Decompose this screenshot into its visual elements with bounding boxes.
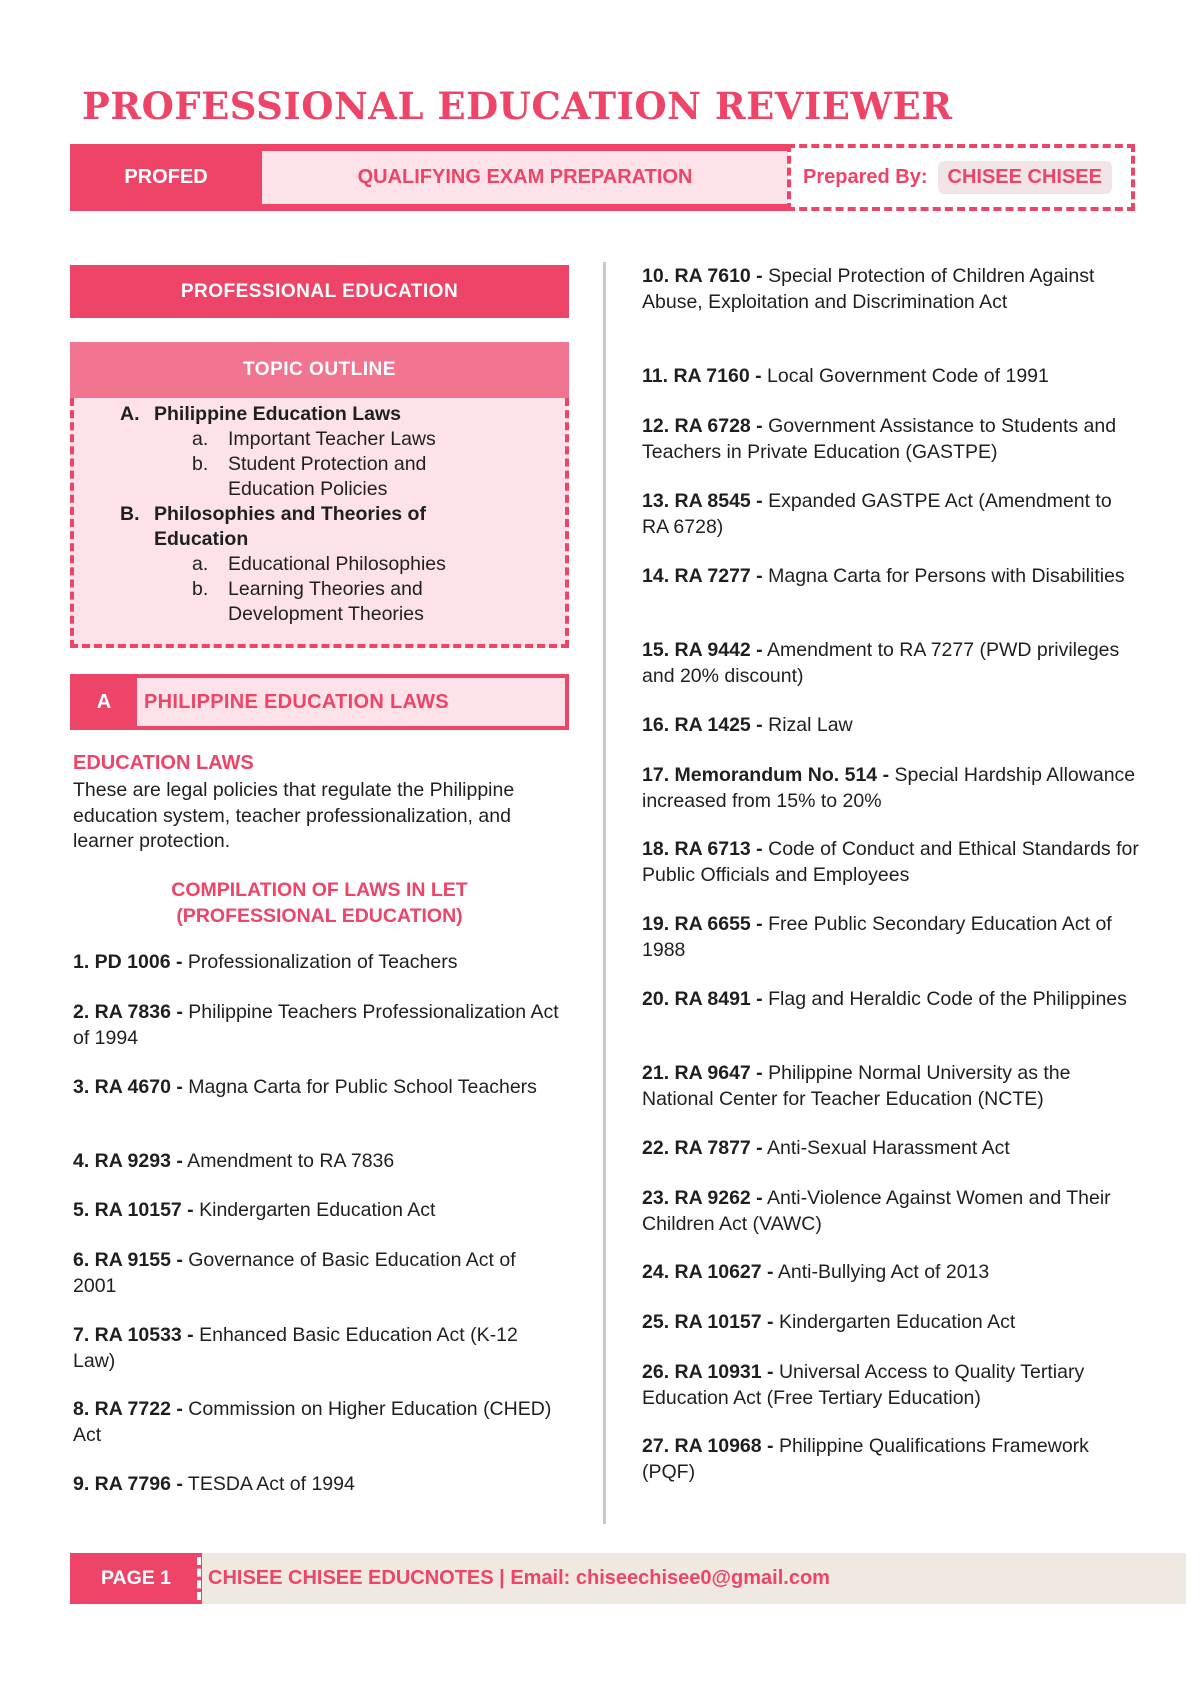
outline-topic-b: Philosophies and Theories of [154, 503, 426, 525]
topic-outline-heading: TOPIC OUTLINE [70, 342, 569, 398]
law-number: 8. RA 7722 - [73, 1398, 183, 1420]
law-number: 3. RA 4670 - [73, 1076, 183, 1098]
law-number: 14. RA 7277 - [642, 565, 763, 587]
law-description: Code of Conduct and Ethical Standards for Public Officials and Employees [642, 838, 1139, 886]
section-a-letter: A [96, 690, 112, 713]
law-item [642, 489, 1142, 540]
law-number: 6. RA 9155 - [73, 1249, 183, 1271]
law-item [642, 1310, 1142, 1336]
law-description: Professionalization of Teachers [182, 951, 458, 973]
law-number: 15. RA 9442 - [642, 639, 763, 661]
law-item [73, 1075, 563, 1101]
page-title: PROFESSIONAL EDUCATION REVIEWER [82, 84, 953, 128]
law-item [642, 987, 1142, 1013]
outline-marker: B. [120, 503, 140, 525]
footer-credit: CHISEE CHISEE EDUCNOTES | Email: chiseechisee0@gmail.com [208, 1567, 830, 1589]
law-description: Universal Access to Quality Tertiary Education Act (Free Tertiary Education) [642, 1361, 1085, 1409]
topic-outline-box [70, 398, 569, 648]
law-item [642, 1186, 1142, 1237]
section-a-title: PHILIPPINE EDUCATION LAWS [137, 678, 565, 726]
law-item [642, 912, 1142, 963]
law-description: Magna Carta for Public School Teachers [182, 1076, 537, 1098]
law-number: 5. RA 10157 - [73, 1199, 194, 1221]
law-description: Anti-Sexual Harassment Act [762, 1137, 1010, 1159]
law-number: 4. RA 9293 - [73, 1150, 183, 1172]
education-laws-heading: EDUCATION LAWS [73, 752, 254, 774]
law-description: Special Protection of Children Against Abuse, Exploitation and Discrimination Act [642, 265, 1095, 313]
law-item [73, 1248, 563, 1299]
law-item [73, 1323, 563, 1374]
law-item [642, 1260, 1142, 1286]
law-description: Local Government Code of 1991 [761, 365, 1049, 387]
law-number: 23. RA 9262 - [642, 1187, 763, 1209]
outline-subitem: Development Theories [228, 603, 424, 625]
law-description: Amendment to RA 7836 [182, 1150, 395, 1172]
law-item [73, 1000, 563, 1051]
law-item [642, 638, 1142, 689]
law-number: 16. RA 1425 - [642, 714, 763, 736]
law-number: 1. PD 1006 - [73, 951, 183, 973]
law-number: 7. RA 10533 - [73, 1324, 194, 1346]
outline-topic-a: Philippine Education Laws [154, 403, 402, 425]
law-description: Magna Carta for Persons with Disabilities [762, 565, 1125, 587]
law-description: Governance of Basic Education Act of 2001 [73, 1249, 516, 1297]
outline-marker: b. [192, 453, 209, 475]
law-number: 21. RA 9647 - [642, 1062, 763, 1084]
law-number: 11. RA 7160 - [642, 365, 762, 387]
law-item [642, 713, 1142, 739]
law-item [73, 1397, 563, 1448]
law-description: Anti-Violence Against Women and Their Children Act (VAWC) [642, 1187, 1111, 1235]
law-description: Commission on Higher Education (CHED) Act [73, 1398, 552, 1446]
law-number: 13. RA 8545 - [642, 490, 763, 512]
outline-marker: A. [120, 403, 140, 425]
law-item [642, 564, 1142, 590]
outline-topic-b: Education [154, 528, 249, 550]
law-item [642, 364, 1142, 390]
education-laws-description: These are legal policies that regulate the Philippine education system, teacher professionalization, and learner protection. [73, 779, 515, 852]
author-name-badge: CHISEE CHISEE [938, 161, 1112, 194]
law-item [642, 837, 1142, 888]
law-description: Amendment to RA 7277 (PWD privileges and 20% discount) [642, 639, 1120, 687]
law-description: Kindergarten Education Act [193, 1199, 436, 1221]
header-exam-label: QUALIFYING EXAM PREPARATION [262, 151, 788, 204]
law-number: 2. RA 7836 - [73, 1001, 183, 1023]
outline-marker: a. [192, 428, 209, 450]
law-description: Philippine Normal University as the National Center for Teacher Education (NCTE) [642, 1062, 1071, 1110]
law-description: Philippine Teachers Professionalization Act of 1994 [73, 1001, 559, 1049]
prepared-by-label: Prepared By: [803, 166, 928, 188]
law-number: 18. RA 6713 - [642, 838, 763, 860]
compilation-title [70, 878, 569, 929]
law-number: 22. RA 7877 - [642, 1137, 763, 1159]
law-item [73, 1472, 563, 1498]
law-description: Flag and Heraldic Code of the Philippines [762, 988, 1127, 1010]
law-number: 10. RA 7610 - [642, 265, 763, 287]
compilation-title-line: COMPILATION OF LAWS IN LET [171, 879, 468, 901]
law-description: Free Public Secondary Education Act of 1988 [642, 913, 1112, 961]
law-description: Special Hardship Allowance increased from 15% to 20% [642, 764, 1136, 812]
footer-divider [197, 1557, 202, 1600]
law-description: Enhanced Basic Education Act (K-12 Law) [73, 1324, 518, 1372]
law-number: 25. RA 10157 - [642, 1311, 774, 1333]
outline-marker: a. [192, 553, 209, 575]
law-number: 27. RA 10968 - [642, 1435, 774, 1457]
law-item [642, 1360, 1142, 1411]
law-item [73, 950, 563, 976]
law-description: Expanded GASTPE Act (Amendment to RA 6728) [642, 490, 1112, 538]
outline-subitem: Learning Theories and [228, 578, 423, 600]
law-item [73, 1198, 563, 1224]
law-item [642, 414, 1142, 465]
law-number: 17. Memorandum No. 514 - [642, 764, 890, 786]
law-item [642, 763, 1142, 814]
law-item [642, 1434, 1142, 1485]
law-number: 24. RA 10627 - [642, 1261, 774, 1283]
law-description: Philippine Qualifications Framework (PQF) [642, 1435, 1089, 1483]
law-number: 12. RA 6728 - [642, 415, 763, 437]
law-description: Kindergarten Education Act [773, 1311, 1016, 1333]
law-item [642, 264, 1142, 315]
law-item [642, 1061, 1142, 1112]
section-heading: PROFESSIONAL EDUCATION [70, 265, 569, 318]
law-description: Rizal Law [762, 714, 853, 736]
outline-subitem: Education Policies [228, 478, 388, 500]
column-divider [603, 262, 606, 1524]
outline-marker: b. [192, 578, 209, 600]
page-number: PAGE 1 [70, 1553, 202, 1604]
law-item [73, 1149, 563, 1175]
compilation-title-line: (PROFESSIONAL EDUCATION) [176, 904, 463, 927]
prepared-by-box [787, 144, 1135, 211]
law-number: 9. RA 7796 - [73, 1473, 183, 1495]
header-subject-label: PROFED [124, 166, 208, 188]
outline-subitem: Important Teacher Laws [228, 428, 436, 450]
outline-subitem: Educational Philosophies [228, 553, 446, 575]
law-number: 20. RA 8491 - [642, 988, 763, 1010]
law-item [642, 1136, 1142, 1162]
law-description: TESDA Act of 1994 [182, 1473, 355, 1495]
law-description: Government Assistance to Students and Teachers in Private Education (GASTPE) [642, 415, 1117, 463]
law-number: 19. RA 6655 - [642, 913, 763, 935]
law-number: 26. RA 10931 - [642, 1361, 774, 1383]
law-description: Anti-Bullying Act of 2013 [773, 1261, 990, 1283]
outline-subitem: Student Protection and [228, 453, 427, 475]
